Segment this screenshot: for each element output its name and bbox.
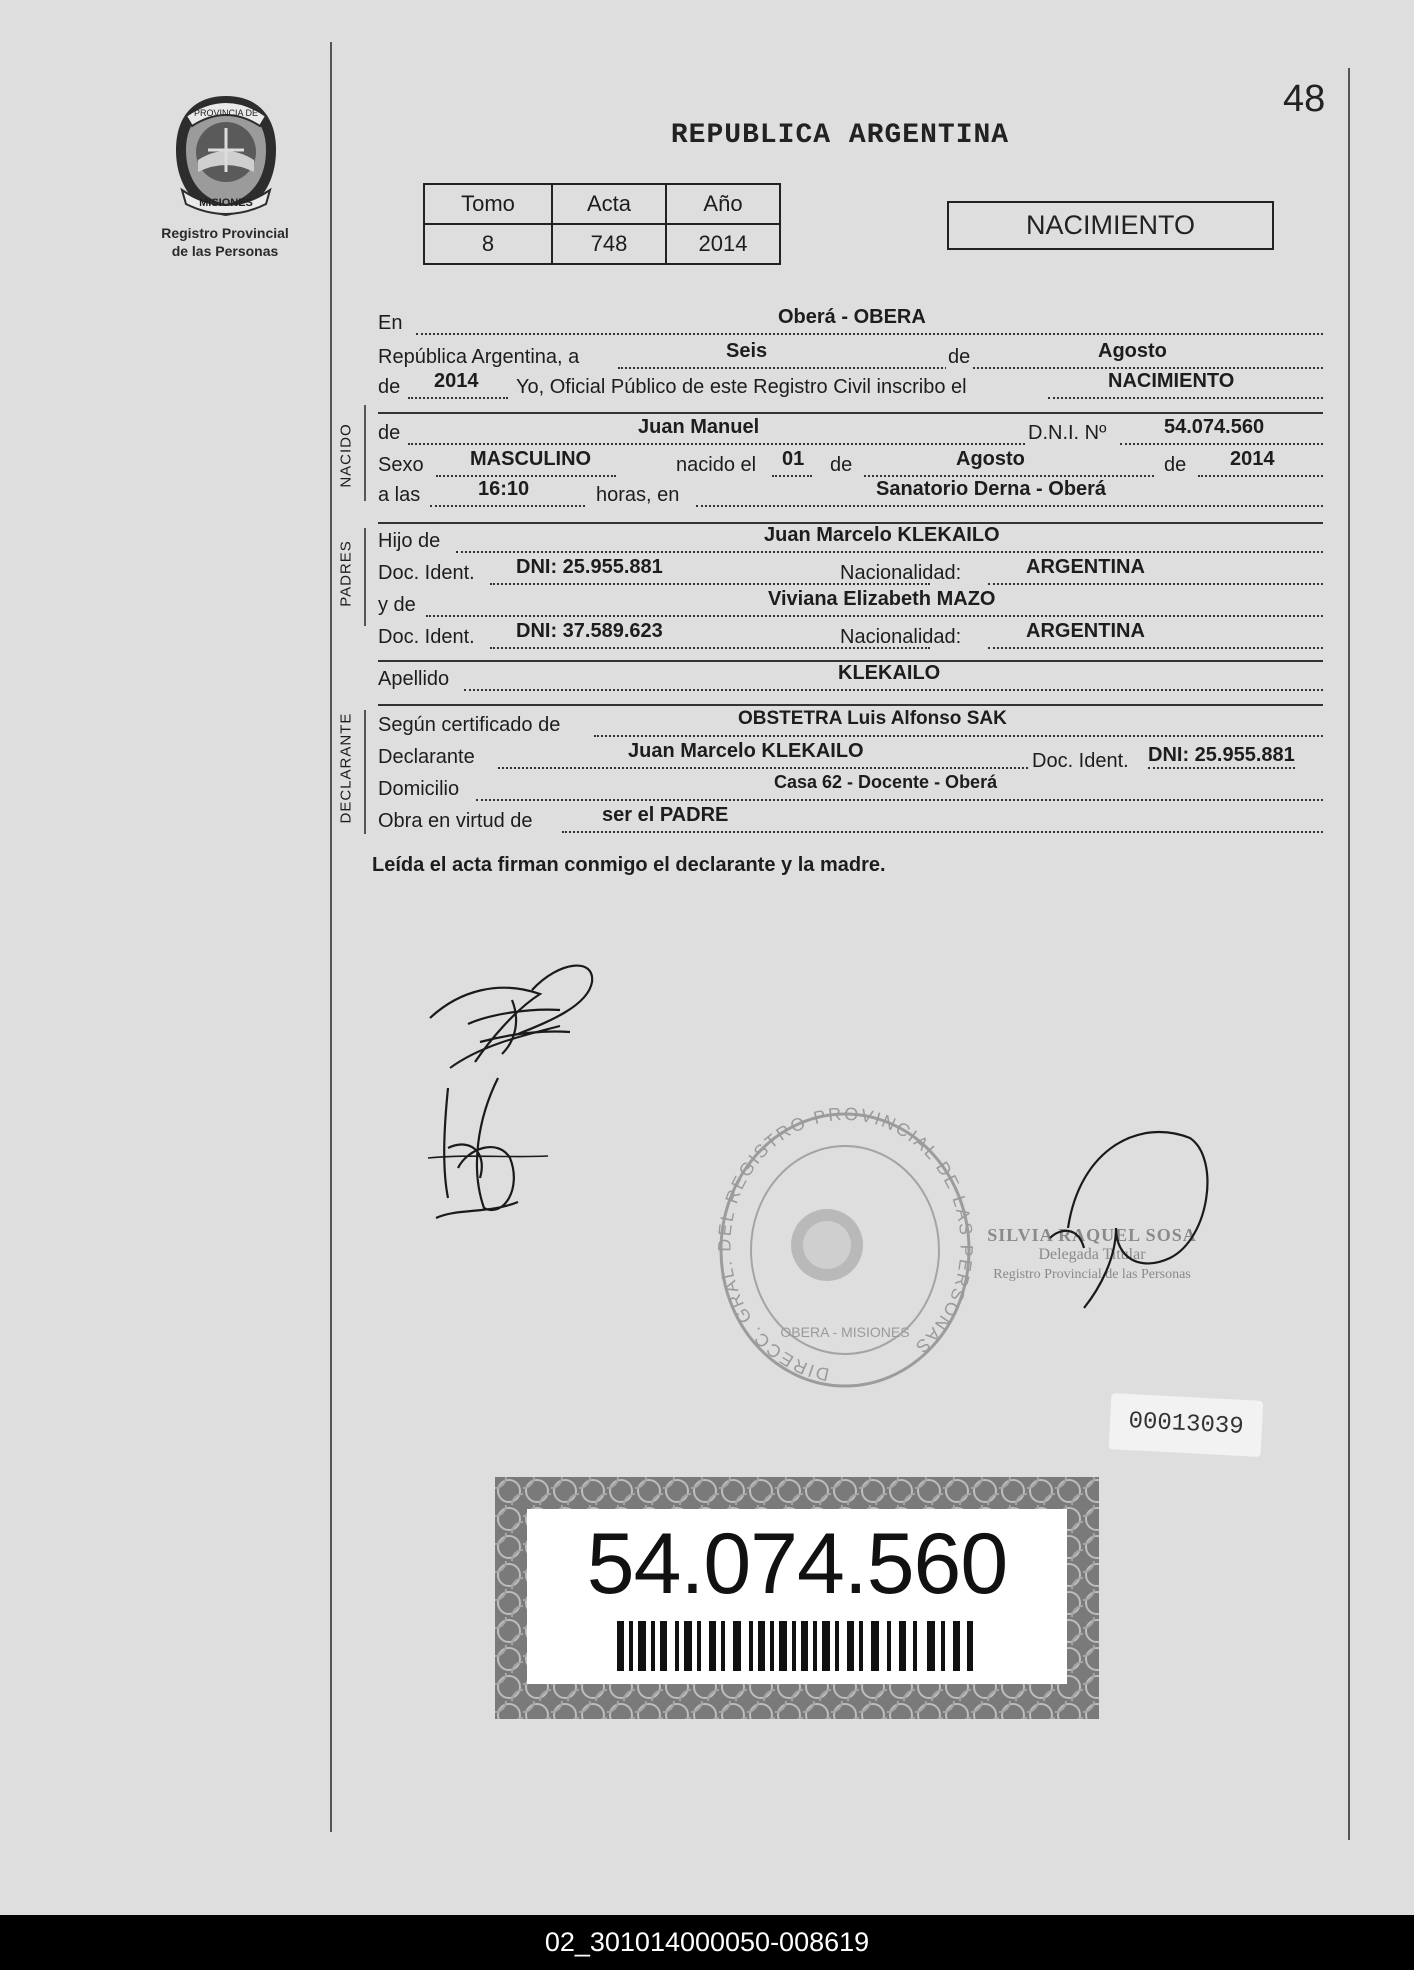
horas-label: horas, en [596,484,680,506]
logo-caption [150,224,300,260]
dni-plate-inner [527,1509,1067,1684]
reason-value: ser el PADRE [602,804,729,826]
nacido-label: nacido el [676,454,757,476]
certificado-label: Según certificado de [378,714,561,736]
father-nationality-label: Nacionalidad: [840,562,962,584]
mother-signature [418,1068,558,1228]
declarant-signature [420,950,620,1080]
official-stamp [715,1105,975,1395]
father-nationality-value: ARGENTINA [1026,556,1145,578]
row-child-name [378,418,1323,448]
section-label-padres: PADRES [337,540,355,607]
record-table [423,183,781,265]
official-name: SILVIA RAQUEL SOSA [987,1225,1197,1245]
birth-month-value: Agosto [956,448,1025,470]
dni-label: D.N.I. Nº [1028,422,1107,444]
seal-top-text: PROVINCIA DE [193,108,259,118]
divider-4 [378,704,1323,706]
surname-value: KLEKAILO [838,662,941,684]
day-words-value: Seis [726,340,768,362]
de-label-5: de [1164,454,1187,476]
en-label: En [378,312,403,334]
month-value: Agosto [1098,340,1167,362]
place-value: Oberá - OBERA [778,306,926,328]
section-bracket-declarante [364,710,366,834]
logo-caption-line2: de las Personas [171,243,279,259]
inscribo-label: Yo, Oficial Público de este Registro Civil inscribo el [516,376,967,398]
header-ano: Año [666,184,780,224]
official-signature [1020,1108,1220,1318]
birth-time-value: 16:10 [478,478,530,500]
address-value: Casa 62 - Docente - Oberá [774,772,998,792]
birth-year-value: 2014 [1230,448,1275,470]
mother-nationality-label: Nacionalidad: [840,626,962,648]
value-ano: 2014 [666,224,780,264]
row-inscribo [378,372,1323,402]
dni-number-plate [495,1477,1099,1719]
row-reason [378,806,1323,836]
mother-nationality-value: ARGENTINA [1026,620,1145,642]
section-label-declarante: DECLARANTE [337,712,355,824]
hijo-label: Hijo de [378,530,441,552]
document-title: REPUBLICA ARGENTINA [670,120,1010,151]
a-las-label: a las [378,484,421,506]
de-label-2: de [378,376,401,398]
scan-footer-id: 02_301014000050-008619 [0,1915,1414,1970]
father-doc-label: Doc. Ident. [378,562,475,584]
birth-place-value: Sanatorio Derna - Oberá [876,478,1107,500]
row-surname [378,664,1323,694]
value-acta: 748 [552,224,666,264]
divider-1 [378,412,1323,414]
de-label-4: de [830,454,853,476]
year-value: 2014 [434,370,479,392]
dni-plate-number: 54.074.560 [586,1516,1008,1612]
act-type-value: NACIMIENTO [1108,370,1235,392]
mother-doc-label: Doc. Ident. [378,626,475,648]
header-tomo: Tomo [424,184,552,224]
apellido-label: Apellido [378,668,450,690]
row-mother [378,590,1323,620]
certificate-value: OBSTETRA Luis Alfonso SAK [738,708,1007,729]
de-label-1: de [948,346,971,368]
y-de-label: y de [378,594,416,616]
official-role: Delegada Titular [1038,1246,1146,1263]
dni-barcode [617,1621,977,1671]
right-margin-line [1348,68,1350,1840]
row-father-doc [378,558,1323,588]
row-place [378,308,1323,338]
mother-doc-value: DNI: 37.589.623 [516,620,663,642]
declarant-doc-label: Doc. Ident. [1032,750,1129,772]
father-doc-value: DNI: 25.955.881 [516,556,663,578]
declarant-value: Juan Marcelo KLEKAILO [628,740,864,762]
header-acta: Acta [552,184,666,224]
record-type-box: NACIMIENTO [947,201,1274,250]
row-certificate [378,710,1323,740]
sex-value: MASCULINO [470,448,592,470]
row-mother-doc [378,622,1323,652]
section-label-nacido: NACIDO [337,423,355,488]
row-father [378,526,1323,556]
de-label-3: de [378,422,401,444]
left-margin-line [330,42,332,1832]
birth-day-value: 01 [782,448,805,470]
value-tomo: 8 [424,224,552,264]
row-date [378,342,1323,372]
stamp-ring-text: DIRECC. GRAL. DEL REGISTRO PROVINCIAL DE LAS PERSONAS [715,1105,975,1385]
child-name-value: Juan Manuel [638,416,760,438]
row-address [378,774,1323,804]
row-sex-birth [378,450,1323,480]
obra-label: Obra en virtud de [378,810,533,832]
section-bracket-padres [364,528,366,626]
province-seal-logo [168,92,284,220]
seal-bottom-text: MISIONES [199,197,253,209]
child-dni-value: 54.074.560 [1164,416,1265,438]
official-office: Registro Provincial de las Personas [993,1267,1191,1282]
domicilio-label: Domicilio [378,778,460,800]
sexo-label: Sexo [378,454,424,476]
closing-statement: Leída el acta firman conmigo el declarante y la madre. [372,854,886,876]
father-name-value: Juan Marcelo KLEKAILO [764,524,1000,546]
serial-number-sticker: 00013039 [1109,1393,1264,1457]
page-number: 48 [1283,78,1326,120]
declarante-label: Declarante [378,746,475,768]
declarant-doc-value: DNI: 25.955.881 [1148,744,1295,769]
row-time-place [378,480,1323,510]
row-declarant [378,742,1323,772]
logo-caption-line1: Registro Provincial [161,225,289,241]
mother-name-value: Viviana Elizabeth MAZO [768,588,996,610]
republica-label: República Argentina, a [378,346,580,368]
section-bracket-nacido [364,405,366,501]
stamp-inner-text: OBERA - MISIONES [780,1324,910,1340]
